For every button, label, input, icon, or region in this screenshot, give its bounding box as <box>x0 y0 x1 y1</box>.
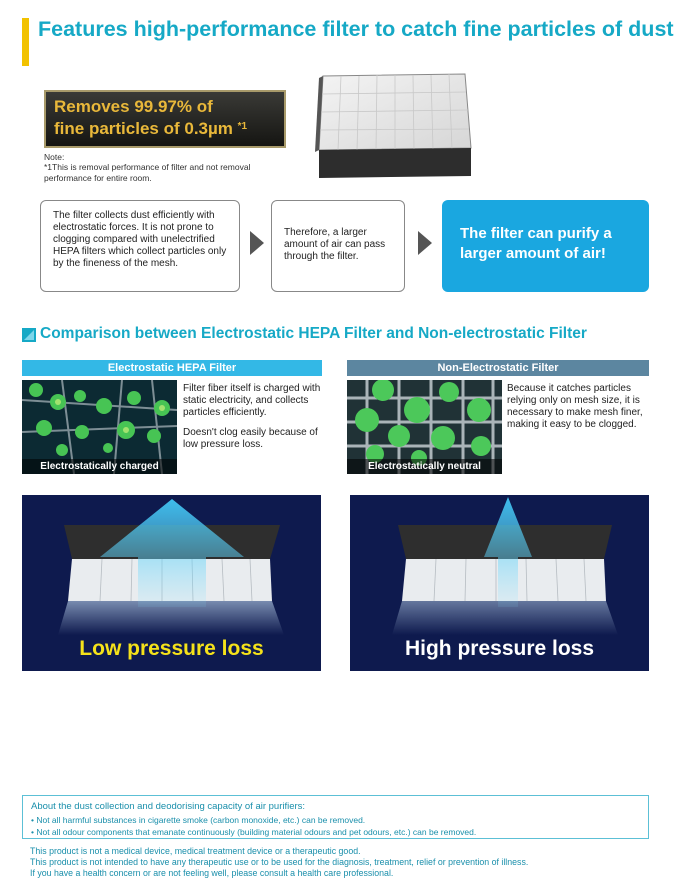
footnote-mark: *1 <box>237 121 248 132</box>
non-electrostatic-heading: Non-Electrostatic Filter <box>347 360 649 376</box>
disclaimer-line: If you have a health concern or are not feeling well, please consult a health care professional. <box>30 868 394 878</box>
flow-step-electrostatic: The filter collects dust efficiently with electrostatic forces. It is not prone to clogging compared with unelectrified HEPA filters which collect particles only by the fineness of the mesh. <box>40 200 240 292</box>
high-pressure-label: High pressure loss <box>404 637 595 660</box>
removal-line2-text: fine particles of 0.3µm <box>54 119 233 138</box>
note-text: *1This is removal performance of filter and not removal performance for entire room. <box>44 162 251 183</box>
electrostatic-heading: Electrostatic HEPA Filter <box>22 360 322 376</box>
electrostatic-caption: Electrostatically charged <box>22 459 177 474</box>
capacity-notice-title: About the dust collection and deodorising capacity of air purifiers: <box>31 801 306 812</box>
flow-step-airflow: Therefore, a larger amount of air can pass through the filter. <box>271 200 405 292</box>
list-item: • Not all odour components that emanate continuously (building material odours and pet odours, etc.) can be removed. <box>31 827 477 837</box>
high-pressure-panel <box>350 495 649 671</box>
arrow-right-icon <box>250 231 264 255</box>
medical-disclaimer <box>30 846 670 879</box>
non-electrostatic-desc: Because it catches particles relying only on mesh size, it is necessary to make mesh finer, making it easy to be clogged. <box>507 383 643 430</box>
arrow-right-icon <box>418 231 432 255</box>
removal-line1: Removes 99.97% of <box>54 97 213 116</box>
capacity-notice <box>22 795 649 839</box>
electrostatic-micrograph <box>22 380 177 474</box>
page-title: Features high-performance filter to catch fine particles of dust <box>38 17 674 41</box>
non-electrostatic-caption: Electrostatically neutral <box>347 459 502 474</box>
removal-badge <box>44 90 286 148</box>
removal-text <box>54 96 276 140</box>
non-electrostatic-micrograph <box>347 380 502 474</box>
note-label: Note: <box>44 152 65 162</box>
low-pressure-label: Low pressure loss <box>79 637 264 660</box>
electrostatic-desc-clog: Doesn't clog easily because of low pressure loss. <box>183 427 318 450</box>
disclaimer-line: This product is not a medical device, medical treatment device or a therapeutic good. <box>30 846 361 856</box>
section-marker-icon <box>22 328 36 342</box>
hepa-filter-illustration <box>305 72 475 180</box>
title-accent-bar <box>22 18 29 66</box>
flow-result: The filter can purify a larger amount of air! <box>442 200 649 292</box>
low-pressure-panel <box>22 495 321 671</box>
electrostatic-desc-charged: Filter fiber itself is charged with static electricity, and collects particles efficiently. <box>183 383 321 418</box>
comparison-title: Comparison between Electrostatic HEPA Filter and Non-electrostatic Filter <box>40 325 587 342</box>
removal-line2 <box>54 118 276 140</box>
disclaimer-line: This product is not intended to have any therapeutic use or to be used for the diagnosis, treatment, relief or prevention of illness. <box>30 857 529 867</box>
list-item: • Not all harmful substances in cigarette smoke (carbon monoxide, etc.) can be removed. <box>31 815 366 825</box>
